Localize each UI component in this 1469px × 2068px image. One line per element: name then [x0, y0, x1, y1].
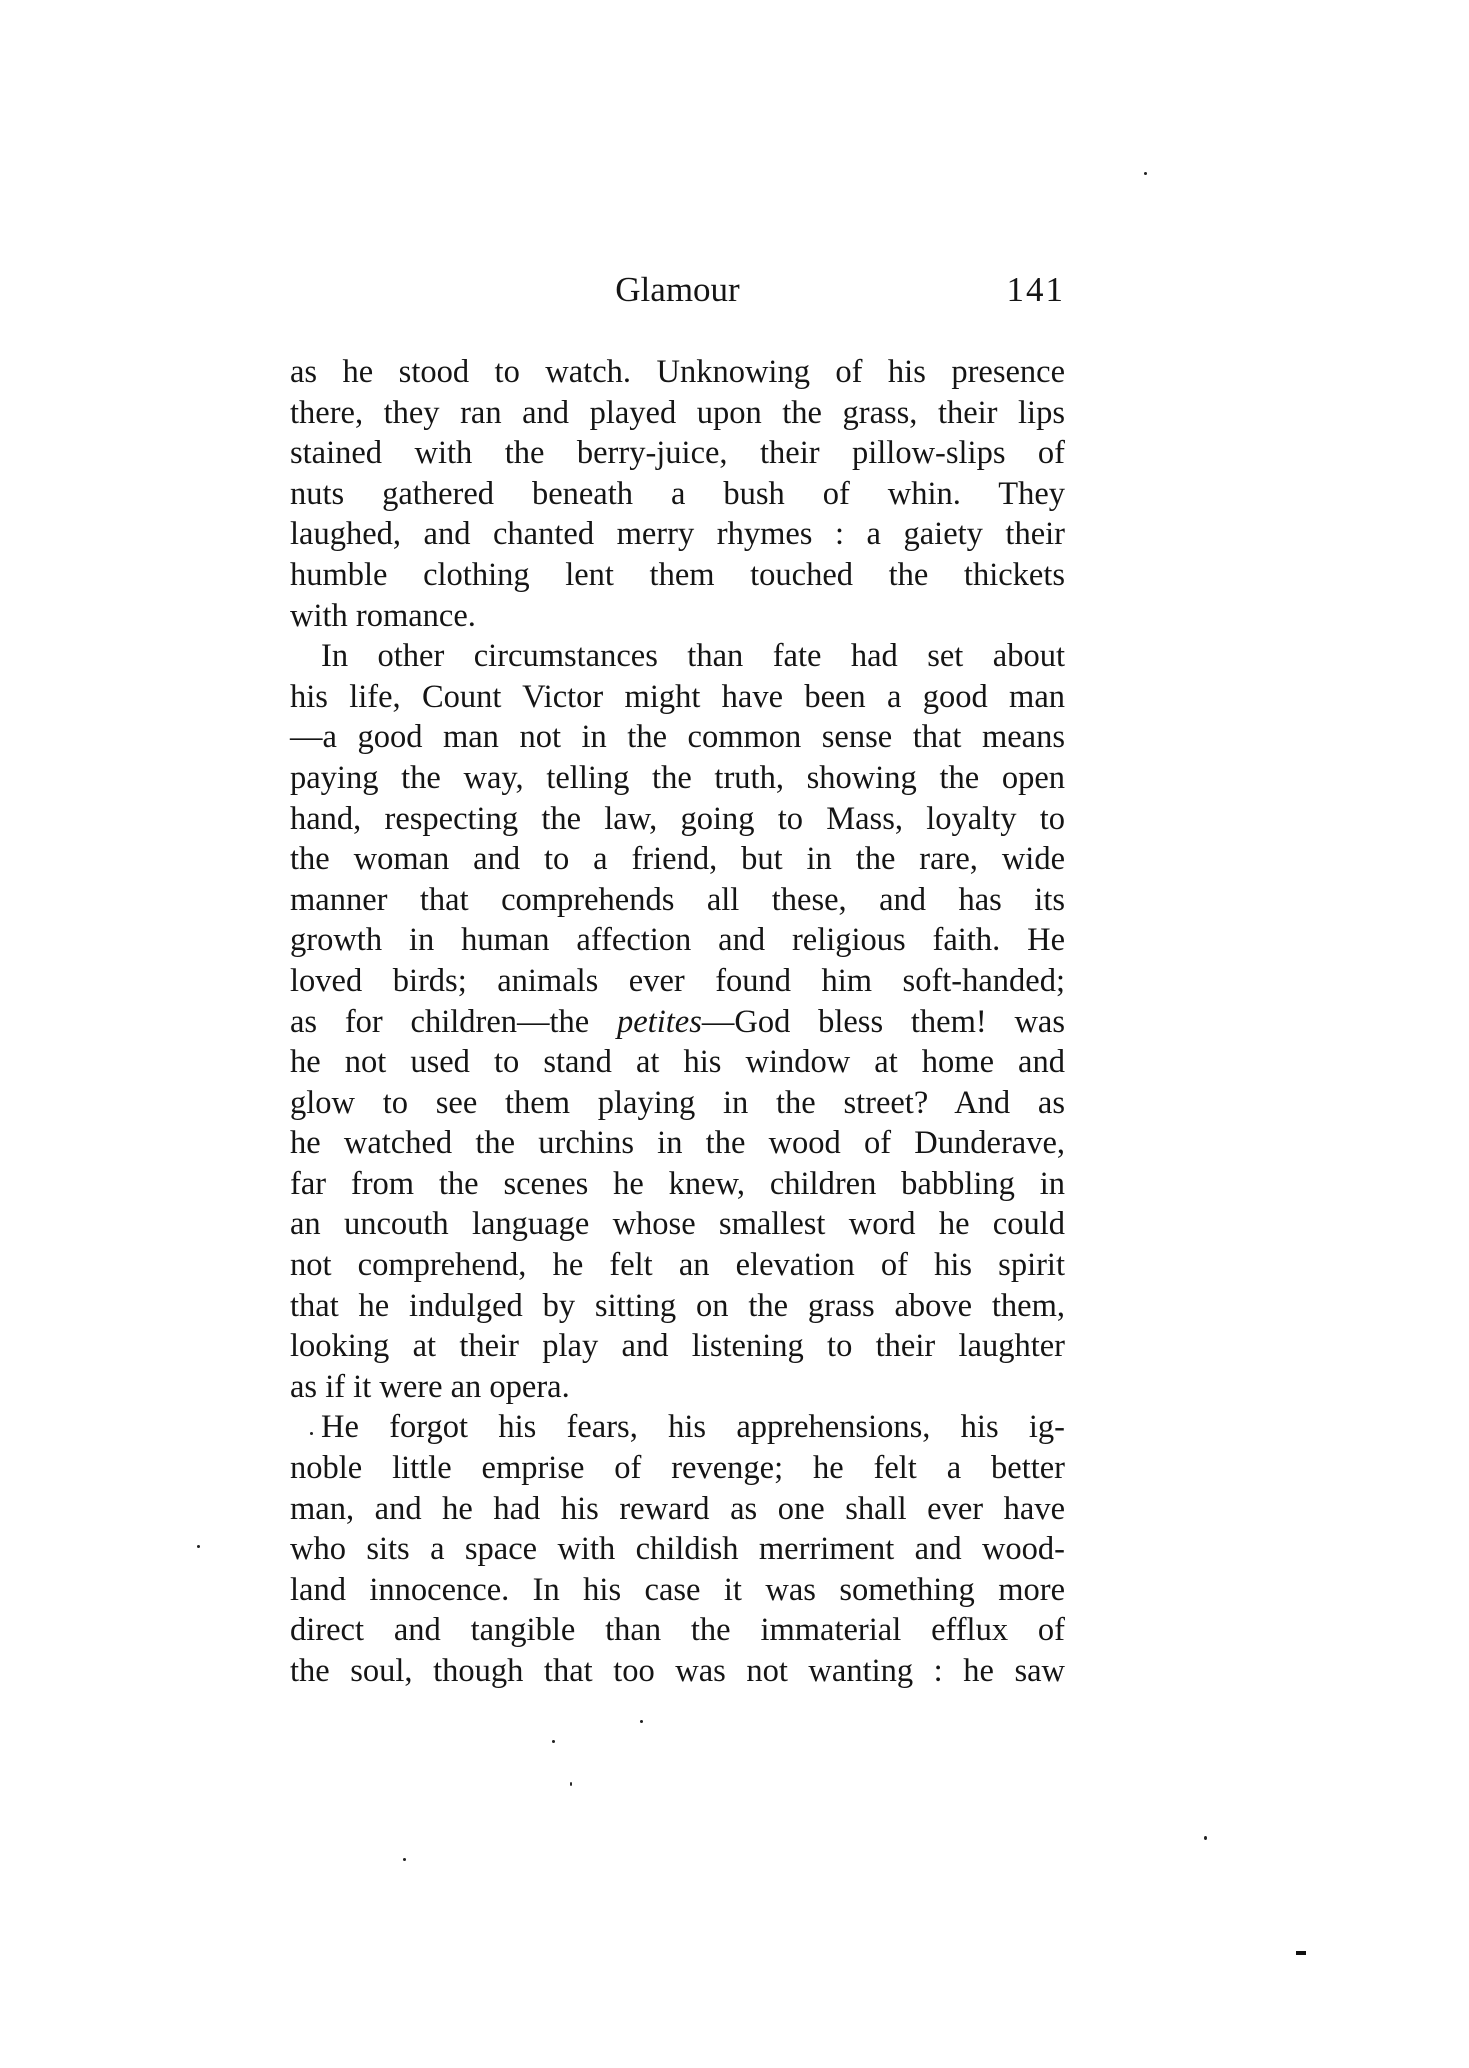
text-line: that he indulged by sitting on the grass above them,: [290, 1287, 1065, 1324]
text-line: hand, respecting the law, going to Mass, loyalty to: [290, 800, 1065, 837]
text-line-with-italic: [290, 1002, 1065, 1043]
scan-speck: [640, 1720, 643, 1723]
text-line: the woman and to a friend, but in the rare, wide: [290, 841, 1065, 878]
body-text: [290, 352, 1065, 1692]
text-fragment: as for children—the: [290, 1003, 617, 1040]
paragraph-first-line: He forgot his fears, his apprehensions, his ig-: [321, 1409, 1065, 1446]
text-line: loved birds; animals ever found him soft-handed;: [290, 962, 1065, 999]
text-line: not comprehend, he felt an elevation of his spirit: [290, 1247, 1065, 1284]
text-line: laughed, and chanted merry rhymes : a gaiety their: [290, 516, 1065, 553]
scan-speck: [552, 1740, 555, 1743]
text-line: the soul, though that too was not wanting : he saw: [290, 1653, 1065, 1689]
text-line: looking at their play and listening to their laughter: [290, 1328, 1065, 1365]
text-line: man, and he had his reward as one shall ever have: [290, 1490, 1065, 1527]
scan-speck: [310, 1432, 313, 1435]
text-line: nuts gathered beneath a bush of whin. They: [290, 475, 1065, 512]
scan-speck: [1144, 172, 1147, 175]
text-line: as if it were an opera.: [290, 1368, 570, 1405]
text-line: an uncouth language whose smallest word he could: [290, 1206, 1065, 1243]
scan-speck: [1204, 1836, 1207, 1840]
paragraph-first-line: In other circumstances than fate had set about: [321, 638, 1065, 675]
text-line: paying the way, telling the truth, showing the open: [290, 759, 1065, 796]
text-line: who sits a space with childish merriment and wood-: [290, 1531, 1065, 1568]
text-line: as he stood to watch. Unknowing of his presence: [290, 354, 1065, 390]
text-line: manner that comprehends all these, and has its: [290, 881, 1065, 918]
text-line: glow to see them playing in the street? And as: [290, 1084, 1065, 1121]
text-line: land innocence. In his case it was something more: [290, 1571, 1065, 1608]
scan-speck: [570, 1782, 572, 1786]
text-line: with romance.: [290, 597, 476, 634]
text-line: there, they ran and played upon the grass, their lips: [290, 394, 1065, 431]
text-line: he watched the urchins in the wood of Dunderave,: [290, 1125, 1065, 1162]
text-line: direct and tangible than the immaterial efflux of: [290, 1612, 1065, 1649]
text-line: growth in human affection and religious faith. He: [290, 922, 1065, 959]
text-line: noble little emprise of revenge; he felt a better: [290, 1450, 1065, 1487]
text-line: humble clothing lent them touched the thickets: [290, 556, 1065, 593]
scan-mark: [1296, 1951, 1306, 1955]
text-line: his life, Count Victor might have been a good man: [290, 678, 1065, 715]
page-number: 141: [1006, 270, 1065, 309]
text-line: far from the scenes he knew, children babbling in: [290, 1165, 1065, 1202]
text-fragment: —God bless them! was: [701, 1003, 1066, 1040]
text-line: he not used to stand at his window at home and: [290, 1044, 1065, 1081]
scan-speck: [403, 1858, 406, 1861]
italic-word: petites: [617, 1003, 702, 1040]
text-line: —a good man not in the common sense that means: [290, 719, 1065, 756]
text-line: stained with the berry-juice, their pillow-slips of: [290, 435, 1065, 472]
running-head: [290, 268, 1065, 312]
scan-speck: [197, 1545, 200, 1548]
running-title: Glamour: [615, 270, 740, 309]
